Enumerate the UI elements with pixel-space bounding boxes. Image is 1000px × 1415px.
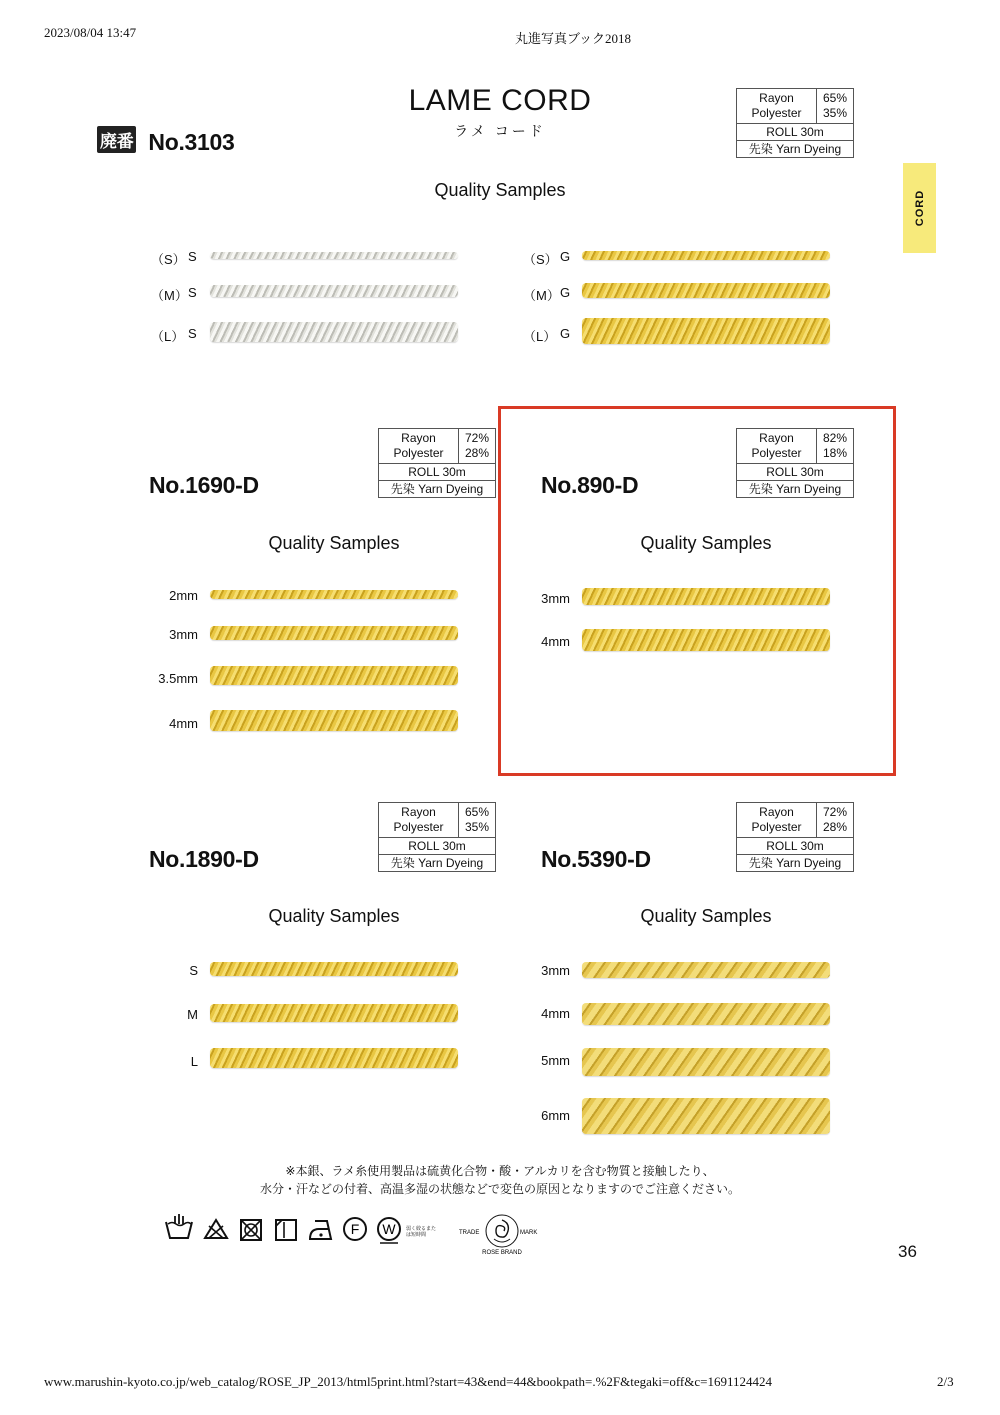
material-2: Polyester [393,446,444,460]
care-note-line-1: ※本銀、ラメ糸使用製品は硫黄化合物・酸・アルカリを含む物質と接触したり、 [285,1164,715,1178]
sample-size-label: （L） [151,329,185,344]
cord-sample-3mm [582,962,830,978]
logo-trade: TRADE [459,1230,480,1236]
wet-clean-letter: W [382,1221,396,1237]
roll-length: ROLL 30m [737,124,853,141]
sample-size-label: （L） [523,329,557,344]
roll-length: ROLL 30m [737,838,853,855]
line-dry-icon [274,1218,298,1247]
percent-1: 65% [464,805,490,819]
spec-box-3103 [736,88,854,158]
dry-clean-f-icon [342,1216,368,1247]
quality-samples-heading: Quality Samples [268,533,400,553]
cord-sample-5mm [582,1048,830,1076]
material-2: Polyester [751,106,802,120]
spec-box-1690 [378,428,496,498]
cord-sample-s [210,962,458,976]
sample-size-label: S [189,963,198,978]
sample-size-label: 6mm [541,1108,570,1123]
material-2: Polyester [393,820,444,834]
dyeing-method: 先染 Yarn Dyeing [390,856,484,870]
wring-note: 弱く絞るまたは短時間 [406,1226,437,1238]
percent-2: 18% [822,446,848,460]
sample-size-label: （S） [151,252,186,267]
dry-clean-letter: F [350,1221,360,1237]
wet-clean-w-icon [376,1216,402,1251]
roll-length: ROLL 30m [379,464,495,481]
sample-size-label: 4mm [541,634,570,649]
sample-color-label: G [560,326,571,341]
iron-icon [307,1217,335,1248]
cord-sample-4mm [582,629,830,651]
care-note-line-2: 水分・汗などの付着、高温多湿の状態などで変色の原因となりますのでご注意ください。 [259,1182,740,1196]
page-subtitle: ラメ コード [454,123,546,139]
percent-1: 72% [464,431,490,445]
logo-brand: ROSE BRAND [482,1250,522,1256]
percent-1: 72% [822,805,848,819]
document-title: 丸進写真ブック2018 [514,31,632,46]
sample-color-label: S [188,326,197,341]
quality-samples-heading: Quality Samples [268,906,400,926]
spec-box-1890 [378,802,496,872]
spec-box-5390 [736,802,854,872]
cord-sample-m [210,1004,458,1022]
sample-size-label: 3.5mm [158,671,198,686]
cord-sample-2mm [210,590,458,599]
sample-size-label: M [187,1007,198,1022]
material-1: Rayon [401,431,436,445]
cord-sample-silver-s [210,252,458,259]
cord-sample-4mm [582,1003,830,1025]
percent-1: 65% [822,91,848,105]
no-bleach-icon [203,1218,229,1245]
sample-size-label: 5mm [541,1053,570,1068]
quality-samples-heading: Quality Samples [640,906,772,926]
cord-sample-6mm [582,1098,830,1134]
sample-size-label: 4mm [169,716,198,731]
quality-samples-heading: Quality Samples [434,180,566,200]
discontinued-badge: 廃番 [97,126,136,153]
sample-color-label: G [560,285,571,300]
cord-sample-4mm [210,710,458,731]
print-timestamp: 2023/08/04 13:47 [44,25,137,40]
quality-samples-heading: Quality Samples [640,533,772,553]
percent-2: 35% [464,820,490,834]
logo-mark: MARK [520,1230,538,1236]
footer-page-count: 2/3 [937,1374,954,1389]
category-tab-label: CORD [913,189,926,227]
product-890-name: No.890-D [541,472,639,498]
sample-color-label: G [560,249,571,264]
cord-sample-3mm [582,588,830,605]
hand-wash-icon [163,1214,195,1247]
sample-size-label: 2mm [169,588,198,603]
sample-size-label: 3mm [169,627,198,642]
cord-sample-gold-s [582,251,830,260]
page-number: 36 [898,1242,917,1261]
cord-sample-silver-m [210,285,458,297]
material-1: Rayon [401,805,436,819]
material-1: Rayon [759,91,794,105]
cord-sample-gold-l [582,318,830,344]
percent-2: 28% [464,446,490,460]
roll-length: ROLL 30m [737,464,853,481]
cord-sample-3mm [210,626,458,640]
material-2: Polyester [751,446,802,460]
spec-box-890 [736,428,854,498]
sample-size-label: （M） [523,288,560,303]
cord-sample-3-5mm [210,666,458,685]
sample-size-label: 3mm [541,963,570,978]
dyeing-method: 先染 Yarn Dyeing [748,142,842,156]
product-3103-heading [97,126,235,156]
cord-sample-gold-m [582,283,830,298]
page-title: LAME CORD [408,84,592,117]
dyeing-method: 先染 Yarn Dyeing [390,482,484,496]
roll-length: ROLL 30m [379,838,495,855]
product-1890-name: No.1890-D [149,846,259,872]
rose-brand-logo [456,1212,548,1256]
material-1: Rayon [759,805,794,819]
product-1690-name: No.1690-D [149,472,259,498]
sample-color-label: S [188,285,197,300]
sample-size-label: 4mm [541,1006,570,1021]
material-1: Rayon [759,431,794,445]
sample-size-label: （S） [523,252,558,267]
dyeing-method: 先染 Yarn Dyeing [748,856,842,870]
category-tab [903,163,936,253]
footer-url: www.marushin-kyoto.co.jp/web_catalog/ROSE_JP_2013/html5print.html?start=43&end=44&bookpath=.%2F&tegaki=off&c=1691124424 [44,1374,772,1389]
percent-2: 28% [822,820,848,834]
no-tumble-dry-icon [239,1218,263,1247]
sample-size-label: L [190,1054,198,1069]
product-3103-name: No.3103 [148,129,235,155]
product-5390-name: No.5390-D [541,846,651,872]
material-2: Polyester [751,820,802,834]
cord-sample-silver-l [210,322,458,342]
sample-size-label: （M） [151,288,188,303]
sample-size-label: 3mm [541,591,570,606]
cord-sample-l [210,1048,458,1068]
dyeing-method: 先染 Yarn Dyeing [748,482,842,496]
percent-2: 35% [822,106,848,120]
sample-color-label: S [188,249,197,264]
percent-1: 82% [822,431,848,445]
